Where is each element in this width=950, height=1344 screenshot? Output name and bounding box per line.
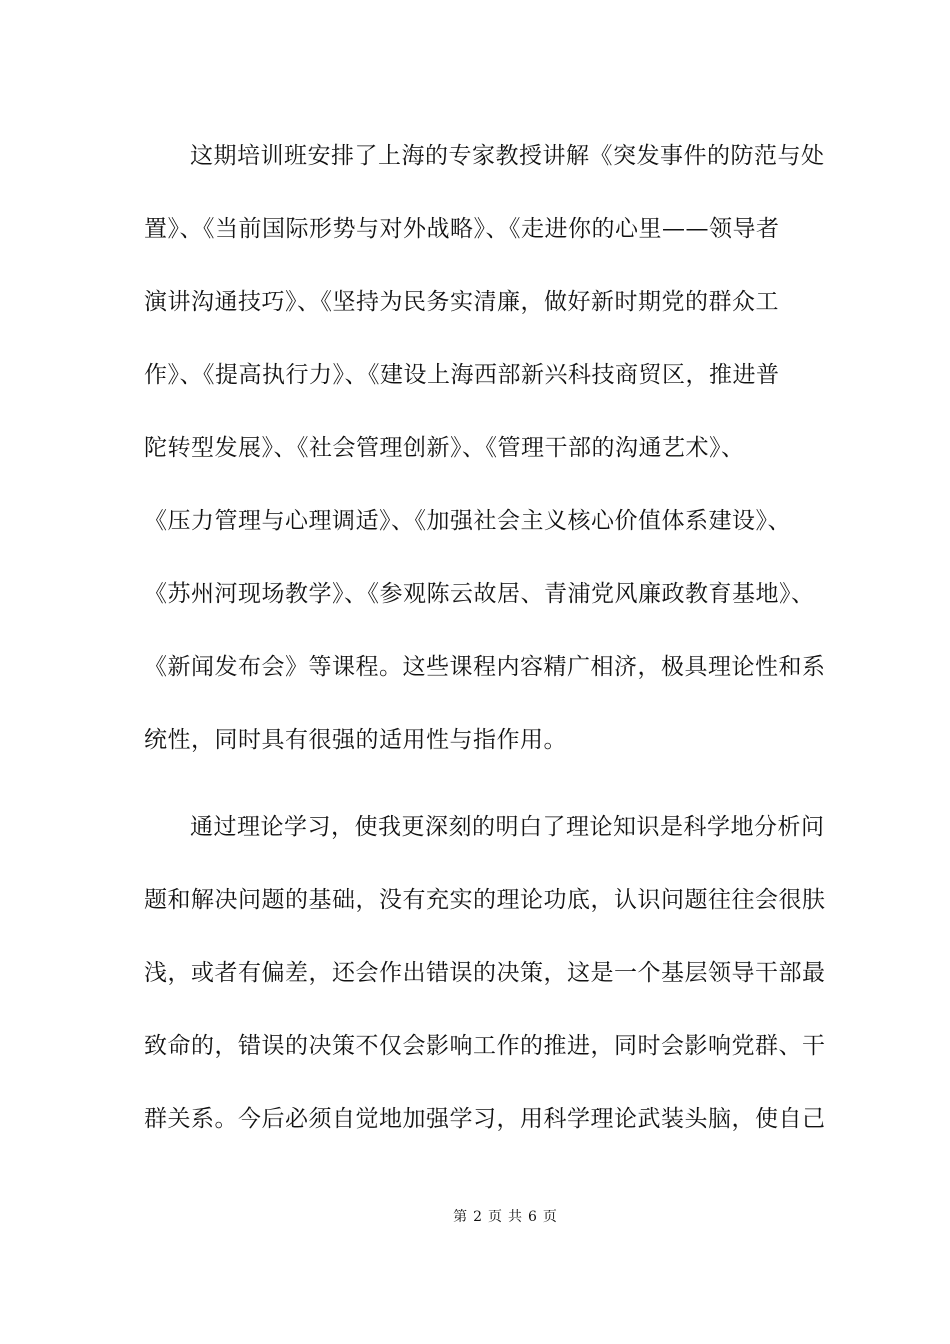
- text-line-10: 通过理论学习，使我更深刻的明白了理论知识是科学地分析问: [190, 814, 825, 840]
- text-line-1: 这期培训班安排了上海的专家教授讲解《突发事件的防范与处: [190, 143, 825, 169]
- text-line-5: 陀转型发展》、《社会管理创新》、《管理干部的沟通艺术》、: [144, 435, 745, 461]
- footer-gong: 共: [508, 1209, 522, 1225]
- text-line-12: 浅，或者有偏差，还会作出错误的决策，这是一个基层领导干部最: [144, 960, 826, 986]
- text-line-2: 置》、《当前国际形势与对外战略》、《走进你的心里——领导者: [144, 216, 780, 242]
- footer-ye: 页: [488, 1209, 502, 1225]
- text-line-11: 题和解决问题的基础，没有充实的理论功底，认识问题往往会很肤: [144, 887, 826, 913]
- text-line-13: 致命的，错误的决策不仅会影响工作的推进，同时会影响党群、干: [144, 1033, 826, 1059]
- text-line-14: 群关系。今后必须自觉地加强学习，用科学理论武装头脑，使自己: [144, 1106, 826, 1132]
- text-line-4: 作》、《提高执行力》、《建设上海西部新兴科技商贸区，推进普: [144, 362, 780, 388]
- footer-ye-total: 页: [542, 1209, 557, 1225]
- text-line-3: 演讲沟通技巧》、《坚持为民务实清廉，做好新时期党的群众工: [144, 289, 779, 315]
- text-line-9: 统性，同时具有很强的适用性与指作用。: [144, 727, 567, 753]
- text-line-6: 《压力管理与心理调适》、《加强社会主义核心价值体系建设》、: [144, 508, 791, 534]
- footer-current-page: 2: [473, 1209, 482, 1225]
- text-line-7: 《苏州河现场教学》、《参观陈云故居、青浦党风廉政教育基地》、: [144, 581, 815, 607]
- footer-total-pages: 6: [528, 1209, 537, 1225]
- text-line-8: 《新闻发布会》等课程。这些课程内容精广相济，极具理论性和系: [144, 654, 826, 680]
- page-footer: [0, 1208, 950, 1226]
- footer-di: 第: [453, 1209, 468, 1225]
